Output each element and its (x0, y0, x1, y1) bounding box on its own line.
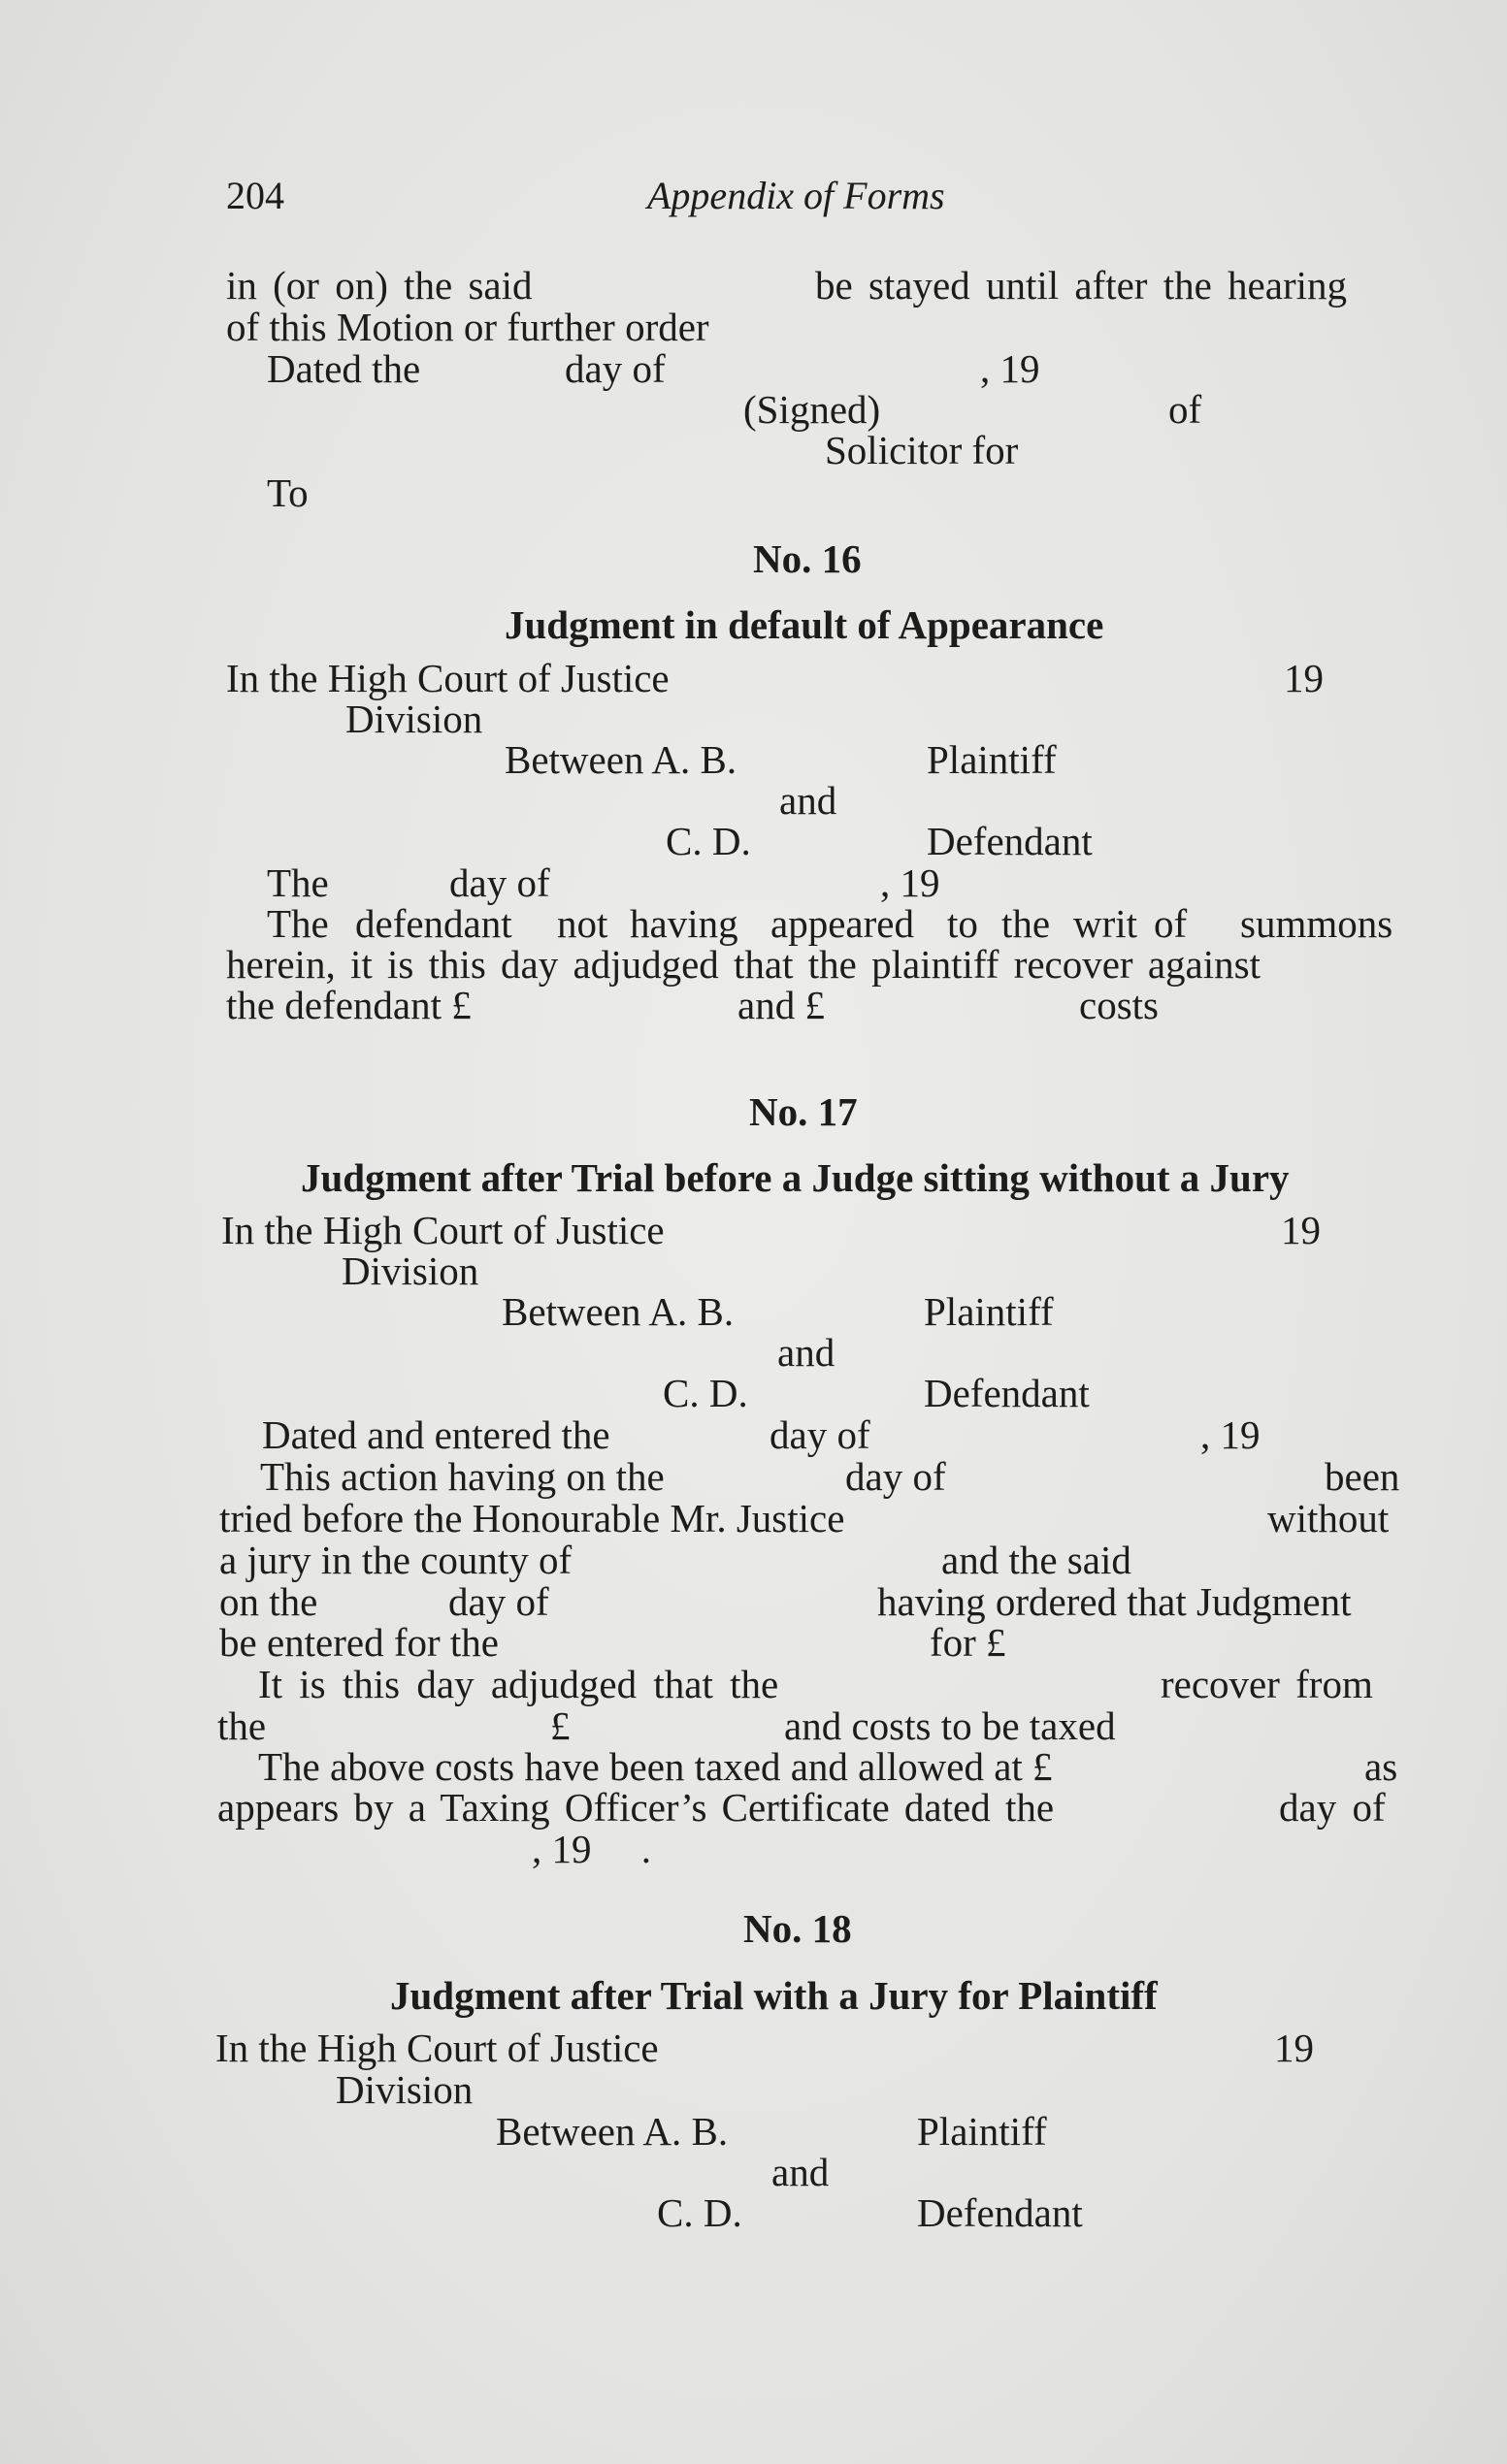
form17-l6-b: recover from (1161, 1662, 1373, 1706)
form17-l10: , 19 . (532, 1827, 651, 1871)
form18-cd: C. D. (657, 2190, 742, 2235)
form16-day-of: day of (449, 860, 550, 905)
form16-court-year: 19 (1284, 656, 1324, 700)
form16-body3-c: costs (1079, 983, 1159, 1027)
form16-the: The (267, 860, 329, 905)
form17-court-year: 19 (1281, 1208, 1321, 1252)
form18-division: Division (336, 2067, 474, 2112)
form17-l4-c: having ordered that Judgment (877, 1579, 1352, 1624)
form17-l5-a: be entered for the (219, 1620, 499, 1665)
form17-l7-a: the (217, 1703, 267, 1748)
form16-body1-word: writ (1073, 901, 1138, 946)
form16-body3-b: and £ (737, 983, 825, 1027)
form16-body1-word: of (1154, 901, 1188, 946)
form15-dated-the: Dated the (267, 346, 421, 391)
form17-number: No. 17 (749, 1089, 858, 1134)
form17-l9-a: appears by a Taxing Officer’s Certificate dated the (217, 1785, 1055, 1830)
form17-l9-b: day of (1279, 1785, 1386, 1830)
form17-l5-b: for £ (930, 1620, 1006, 1665)
form17-l3-a: a jury in the county of (219, 1538, 573, 1582)
form17-l1-a: This action having on the (260, 1454, 665, 1499)
form17-plaintiff: Plaintiff (924, 1289, 1054, 1334)
form16-body1-word: appeared (770, 901, 914, 946)
form16-body2: herein, it is this day adjudged that the plaintiff recover against (226, 942, 1261, 987)
form16-body1-word: The (267, 901, 329, 946)
form15-line2: of this Motion or further order (226, 305, 709, 349)
form18-defendant: Defendant (917, 2190, 1083, 2235)
form16-plaintiff: Plaintiff (927, 737, 1057, 782)
form17-between: Between A. B. (502, 1289, 735, 1334)
form18-and: and (771, 2150, 830, 2194)
form17-l8-a: The above costs have been taxed and allowed at £ (258, 1744, 1053, 1789)
form16-cd: C. D. (666, 819, 751, 863)
form18-between: Between A. B. (496, 2109, 729, 2154)
form17-cd: C. D. (663, 1371, 748, 1415)
form17-l4-b: day of (448, 1579, 549, 1624)
form16-body1-word: the (1001, 901, 1051, 946)
form17-year: , 19 (1200, 1412, 1261, 1457)
form16-year: , 19 (880, 860, 940, 905)
form17-l2-a: tried before the Honourable Mr. Justice (219, 1496, 845, 1540)
running-title: Appendix of Forms (647, 174, 945, 217)
form17-l6-a: It is this day adjudged that the (258, 1662, 779, 1706)
form16-body1-word: summons (1240, 901, 1393, 946)
form17-division: Division (342, 1248, 479, 1293)
form16-division: Division (345, 697, 483, 741)
form18-court: In the High Court of Justice (215, 2026, 659, 2070)
form15-of: of (1168, 387, 1202, 432)
form16-body1-word: defendant (355, 901, 512, 946)
form16-and: and (779, 778, 837, 823)
form15-line1-b: be stayed until after the hearing (815, 263, 1347, 308)
form16-court: In the High Court of Justice (226, 656, 670, 700)
form17-l1-c: been (1325, 1454, 1400, 1499)
form15-to: To (267, 470, 309, 515)
page-number: 204 (226, 174, 284, 217)
form17-l4-a: on the (219, 1579, 318, 1624)
form17-day-of: day of (770, 1412, 870, 1457)
form16-body1-word: to (947, 901, 978, 946)
form18-number: No. 18 (743, 1906, 852, 1951)
form18-court-year: 19 (1274, 2026, 1314, 2070)
form17-court: In the High Court of Justice (221, 1208, 665, 1252)
form17-and: and (777, 1330, 835, 1375)
form17-l8-b: as (1364, 1744, 1398, 1789)
form17-l2-b: without (1267, 1496, 1390, 1540)
form17-l7-c: and costs to be taxed (784, 1703, 1116, 1748)
form16-body1-word: having (630, 901, 738, 946)
form17-l7-b: £ (550, 1703, 571, 1748)
form16-between: Between A. B. (505, 737, 737, 782)
form15-solicitor-for: Solicitor for (825, 428, 1019, 472)
form17-l1-b: day of (845, 1454, 946, 1499)
form18-title: Judgment after Trial with a Jury for Plaintiff (390, 1973, 1158, 2018)
form15-day-of: day of (565, 346, 666, 391)
form17-dated-entered: Dated and entered the (262, 1412, 610, 1457)
form15-line1-a: in (or on) the said (226, 263, 533, 308)
form16-title: Judgment in default of Appearance (505, 602, 1104, 647)
form17-l3-b: and the said (941, 1538, 1131, 1582)
form18-plaintiff: Plaintiff (917, 2109, 1047, 2154)
form17-title: Judgment after Trial before a Judge sitting without a Jury (301, 1155, 1290, 1200)
form15-signed: (Signed) (743, 387, 881, 432)
form15-year: , 19 (980, 346, 1040, 391)
form16-body1-word: not (557, 901, 608, 946)
form16-number: No. 16 (753, 536, 862, 581)
form16-defendant: Defendant (927, 819, 1093, 863)
form16-body3-a: the defendant £ (226, 983, 472, 1027)
form17-defendant: Defendant (924, 1371, 1090, 1415)
